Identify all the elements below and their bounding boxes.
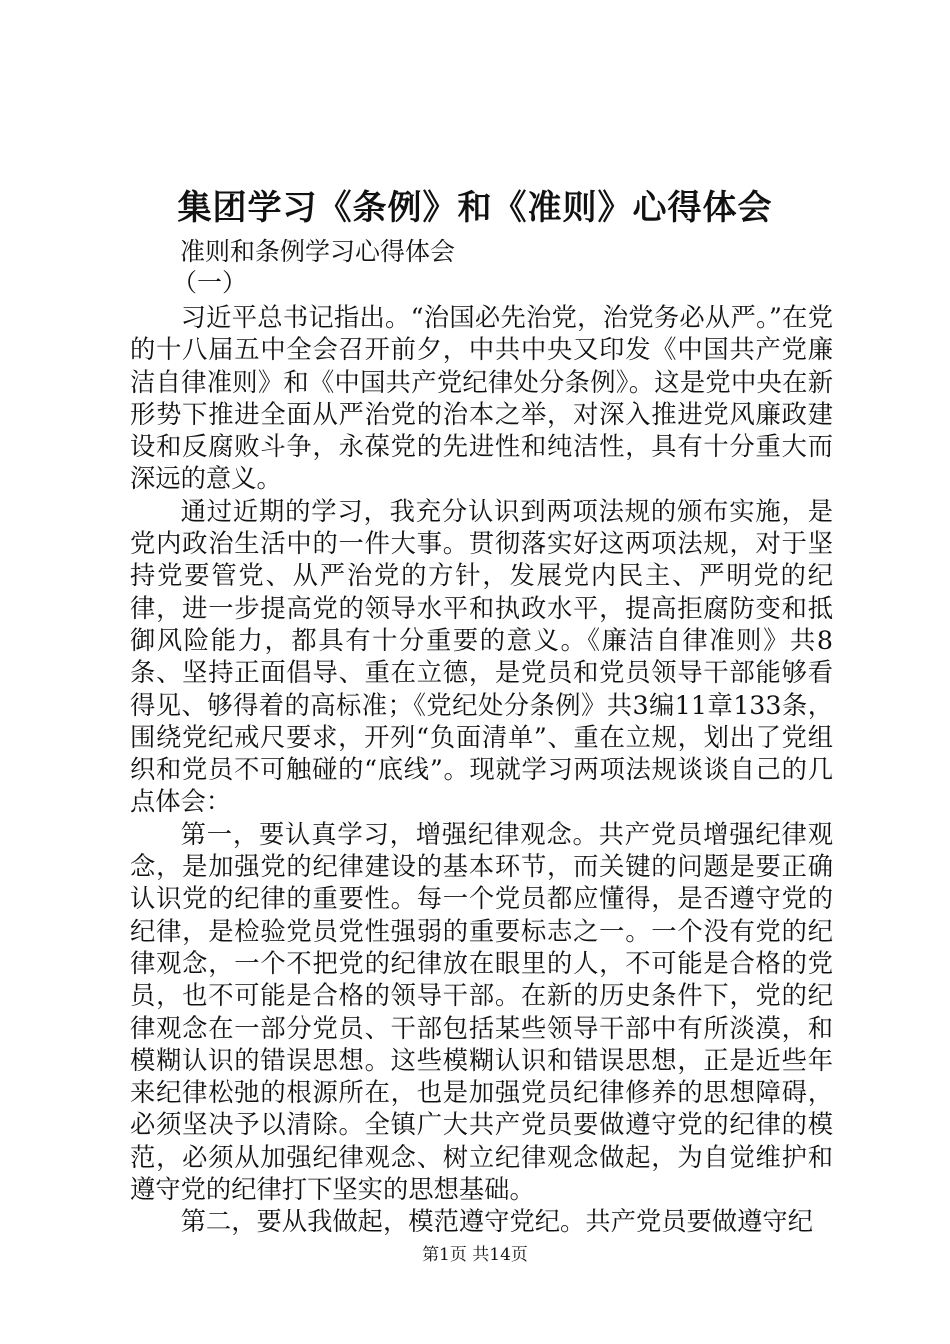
section-number: （一）	[172, 268, 248, 297]
paragraph: 习近平总书记指出。“治国必先治党，治党务必从严。”在党的十八届五中全会召开前夕，中共中央又印发《中国共产党廉洁自律准则》和《中国共产党纪律处分条例》。这是党中央在新形势下推进全面从严治党的治本之举，对深入推进党风廉政建设和反腐败斗争，永葆党的先进性和纯洁性，具有十分重大而深远的意义。	[130, 303, 833, 494]
document-body	[130, 302, 833, 1239]
paragraph: 通过近期的学习，我充分认识到两项法规的颁布实施，是党内政治生活中的一件大事。贯彻落实好这两项法规，对于坚持党要管党、从严治党的方针，发展党内民主、严明党的纪律，进一步提高党的领导水平和执政水平，提高拒腐防变和抵御风险能力，都具有十分重要的意义。《廉洁自律准则》共8条、坚持正面倡导、重在立德，是党员和党员领导干部能够看得见、够得着的高标准；《党纪处分条例》共3编11章133条，围绕党纪戒尺要求，开列“负面清单”、重在立规，划出了党组织和党员不可触碰的“底线”。现就学习两项法规谈谈自己的几点体会：	[130, 496, 833, 817]
paragraph: 第二，要从我做起，模范遵守党纪。共产党员要做遵守纪	[180, 1207, 814, 1237]
document-title: 集团学习《条例》和《准则》心得体会	[177, 188, 773, 228]
paragraph: 第一，要认真学习，增强纪律观念。共产党员增强纪律观念，是加强党的纪律建设的基本环节，而关键的问题是要正确认识党的纪律的重要性。每一个党员都应懂得，是否遵守党的纪律，是检验党员党性强弱的重要标志之一。一个没有党的纪律观念，一个不把党的纪律放在眼里的人，不可能是合格的党员，也不可能是合格的领导干部。在新的历史条件下，党的纪律观念在一部分党员、干部包括某些领导干部中有所淡漠，和模糊认识的错误思想。这些模糊认识和错误思想，正是近些年来纪律松弛的根源所在，也是加强党员纪律修养的思想障碍，必须坚决予以清除。全镇广大共产党员要做遵守党的纪律的模范，必须从加强纪律观念、树立纪律观念做起，为自觉维护和遵守党的纪律打下坚实的思想基础。	[130, 819, 833, 1205]
document-subtitle: 准则和条例学习心得体会	[180, 237, 456, 266]
page-footer: 第1页 共14页	[422, 1245, 528, 1265]
